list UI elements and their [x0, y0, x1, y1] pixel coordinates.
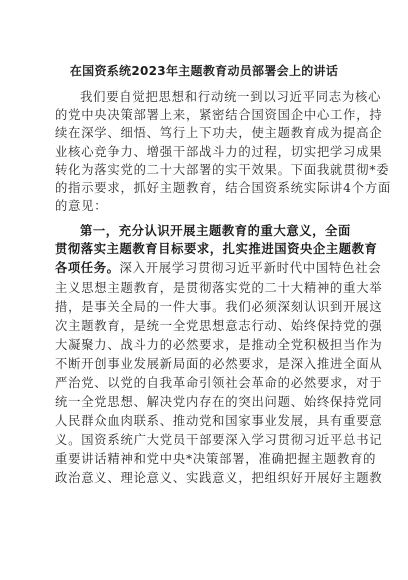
section-body-line: 措，是事关全局的一件大事。我们必须深刻认识到开展这 [55, 300, 383, 314]
section-body-start: 深入开展学习贯彻习近平新时代中国特色社会 [119, 261, 382, 275]
section-heading-line: 贯彻落实主题教育目标要求，扎实推进国资央企主题教育 [55, 242, 378, 256]
section-heading-mixed-line [55, 260, 381, 276]
section-body-line: 重要讲话精神和党中央*决策部署，准确把握主题教育的 [55, 452, 377, 466]
section-body-line: 次主题教育，是统一全党思想意志行动、始终保持党的强 [55, 319, 383, 333]
section-body-line: 不断开创事业发展新局面的必然要求，是深入推进全面从 [55, 357, 383, 371]
intro-line: 业核心竞争力、增强干部战斗力的过程，切实把学习成果 [55, 145, 383, 159]
section-heading-line: 第一，充分认识开展主题教育的重大意义，全面 [80, 224, 351, 238]
section-body-line: 主义思想主题教育，是贯彻落实党的二十大精神的重大举 [55, 281, 383, 295]
section-body-line: 政治意义、理论意义、实践意义，把组织好开展好主题教 [55, 471, 383, 485]
section-body-line: 人民群众血肉联系、推动党和国家事业发展，具有重要意 [55, 414, 383, 428]
section-body-line: 严治党、以党的自我革命引领社会革命的必然要求，对于 [55, 376, 383, 390]
intro-line: 的党中央决策部署上来，紧密结合国资国企中心工作，持 [55, 108, 383, 122]
section-body-line: 大凝聚力、战斗力的必然要求，是推动全党积极担当作为 [55, 338, 383, 352]
intro-line: 转化为落实党的二十大部署的实干效果。下面我就贯彻*委 [55, 163, 390, 177]
page-title: 在国资系统2023年主题教育动员部署会上的讲话 [69, 64, 339, 78]
section-heading-end: 各项任务。 [55, 261, 120, 275]
intro-line: 我们要自觉把思想和行动统一到以习近平同志为核心 [80, 90, 382, 104]
section-body-line: 统一全党思想、解决党内存在的突出问题、始终保持党同 [55, 395, 383, 409]
intro-line: 的意见： [55, 199, 108, 213]
section-body-line: 义。国资系统广大党员干部要深入学习贯彻习近平总书记 [55, 433, 383, 447]
intro-line: 续在深学、细悟、笃行上下功夫，使主题教育成为提高企 [55, 126, 383, 140]
intro-line: 的指示要求，抓好主题教育，结合国资系统实际讲4个方面 [55, 181, 392, 195]
